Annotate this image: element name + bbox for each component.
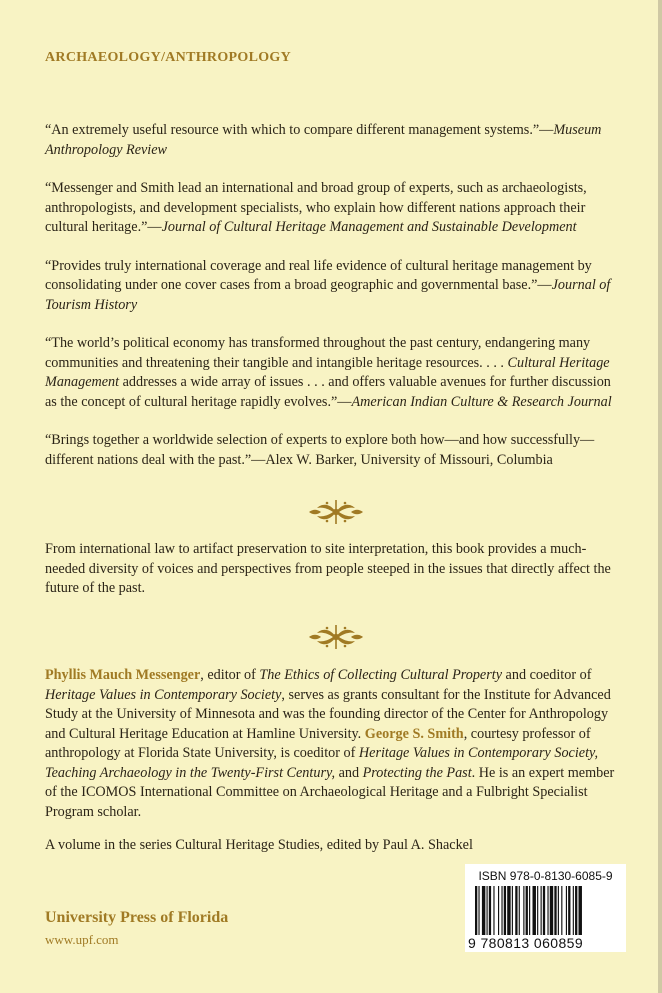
series-note: A volume in the series Cultural Heritage Studies, edited by Paul A. Shackel — [45, 837, 473, 853]
author-bios: Phyllis Mauch Messenger, editor of The Ethics of Collecting Cultural Property and coeditor of Heritage Values in Contemporary Society, serves as grants consultant for the Institute for Advanced Study at the University of Minnesota and was the founding director of the Center for Anthropology and Cultural Heritage Education at Hamline University. George S. Smith, courtesy professor of anthropology at Florida State University, is coeditor of Heritage Values in Contemporary Society, Teaching Archaeology in the Twenty-First Century, and Protecting the Past. He is an expert member of the ICOMOS International Committee on Archaeological Heritage and a Fulbright Specialist Program scholar. — [45, 667, 615, 820]
floral-ornament-icon — [307, 623, 365, 651]
barcode-digits: 9 780813 060859 — [468, 935, 624, 951]
book-description: From international law to artifact preservation to site interpretation, this book provides a much-needed diversity of voices and perspectives from people steeped in the issues that directly affect the future of the past. — [45, 541, 611, 596]
isbn-label: ISBN 978-0-8130-6085-9 — [478, 869, 613, 883]
author-name: George S. Smith — [364, 725, 464, 742]
right-edge-strip — [658, 0, 662, 993]
publisher-name: University Press of Florida — [45, 909, 229, 926]
review-quote: “Messenger and Smith lead an international and broad group of experts, such as archaeologists, anthropologists, and development specialists, who explain how different nations approach their cultural heritage.”—Journal of Cultural Heritage Management and Sustainable Development — [45, 180, 587, 235]
review-quote: “The world’s political economy has transformed throughout the past century, endangering many communities and threatening their tangible and intangible heritage resources. . . . Cultural Heritage Management addresses a wide array of issues . . . and offers valuable avenues for further discussion as the concept of cultural heritage rapidly evolves.”—American Indian Culture & Research Journal — [45, 335, 612, 410]
floral-ornament-icon — [307, 498, 365, 526]
category-label: ARCHAEOLOGY/ANTHROPOLOGY — [45, 50, 291, 65]
barcode-image — [475, 886, 621, 940]
review-quote: “An extremely useful resource with which to compare different management systems.”—Museum Anthropology Review — [45, 122, 602, 158]
review-quote: “Brings together a worldwide selection of experts to explore both how—and how successfully—different nations deal with the past.”—Alex W. Barker, University of Missouri, Columbia — [45, 432, 595, 468]
review-quote: “Provides truly international coverage and real life evidence of cultural heritage management by consolidating under one cover cases from a broad geographic and governmental base.”—Journal of Tourism History — [45, 257, 611, 313]
author-name: Phyllis Mauch Messenger — [45, 667, 201, 683]
publisher-url: www.upf.com — [45, 932, 119, 947]
isbn-barcode-box — [465, 864, 626, 952]
review-quotes — [45, 121, 620, 489]
